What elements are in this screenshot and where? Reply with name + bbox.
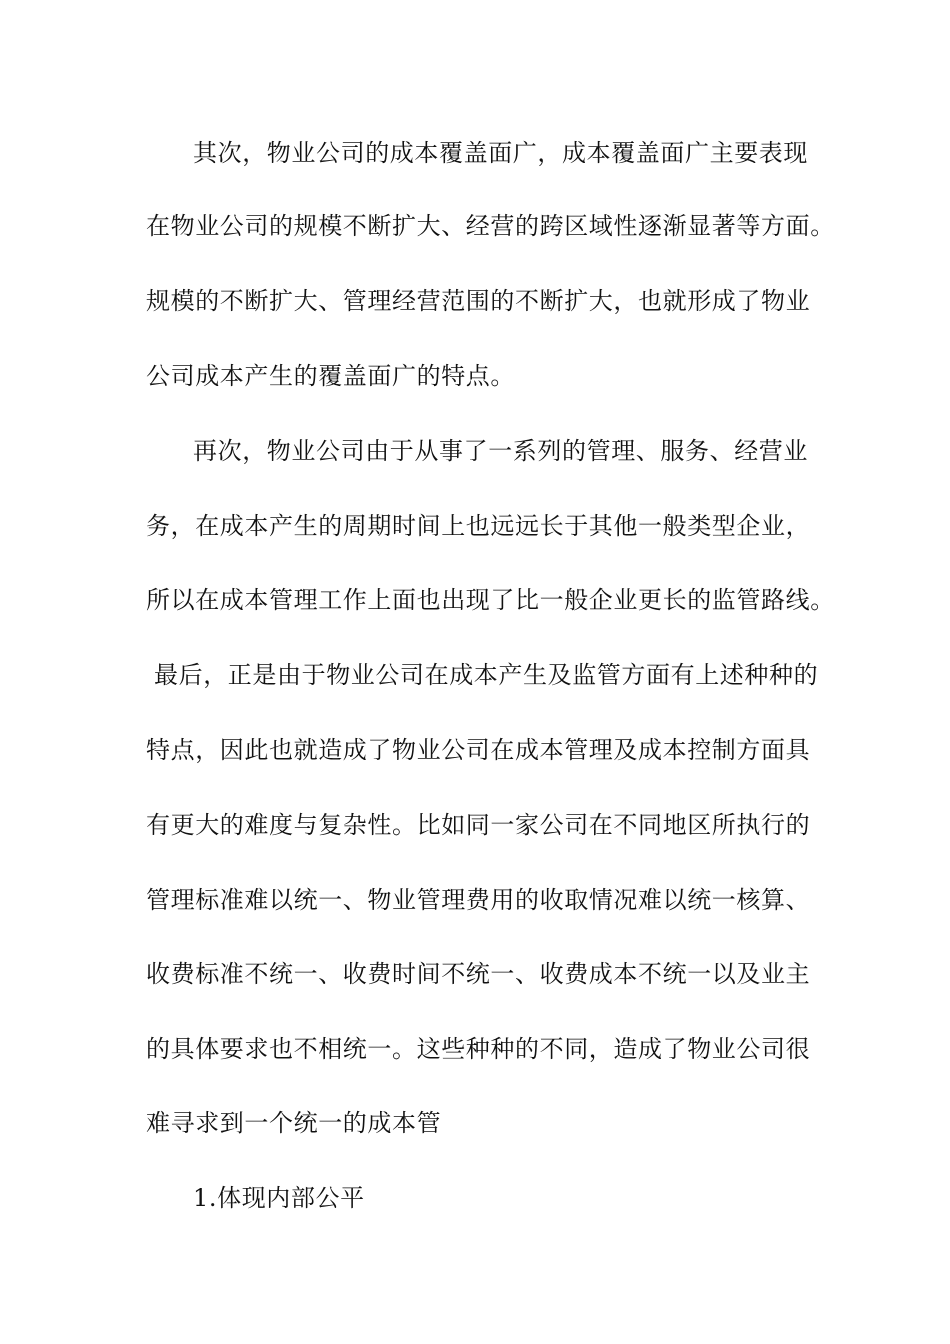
paragraph-line: 公司成本产生的覆盖面广的特点。 xyxy=(146,362,515,390)
paragraph-line: 其次，物业公司的成本覆盖面广，成本覆盖面广主要表现 xyxy=(193,139,808,167)
paragraph-line: 所以在成本管理工作上面也出现了比一般企业更长的监管路线。 xyxy=(146,586,835,614)
paragraph-line: 规模的不断扩大、管理经营范围的不断扩大，也就形成了物业 xyxy=(146,287,811,315)
list-item: 1.体现内部公平 xyxy=(193,1184,365,1212)
paragraph-line: 特点，因此也就造成了物业公司在成本管理及成本控制方面具 xyxy=(146,736,811,764)
paragraph-line: 难寻求到一个统一的成本管 xyxy=(146,1109,442,1137)
paragraph-line: 有更大的难度与复杂性。比如同一家公司在不同地区所执行的 xyxy=(146,811,811,839)
paragraph-line: 管理标准难以统一、物业管理费用的收取情况难以统一核算、 xyxy=(146,886,811,914)
paragraph-line: 收费标准不统一、收费时间不统一、收费成本不统一以及业主 xyxy=(146,960,811,988)
paragraph-line: 的具体要求也不相统一。这些种种的不同，造成了物业公司很 xyxy=(146,1035,811,1063)
paragraph-line: 最后，正是由于物业公司在成本产生及监管方面有上述种种的 xyxy=(154,661,819,689)
paragraph-line: 在物业公司的规模不断扩大、经营的跨区域性逐渐显著等方面。 xyxy=(146,212,835,240)
paragraph-line: 再次，物业公司由于从事了一系列的管理、服务、经营业 xyxy=(193,437,808,465)
paragraph-line: 务，在成本产生的周期时间上也远远长于其他一般类型企业， xyxy=(146,512,811,540)
